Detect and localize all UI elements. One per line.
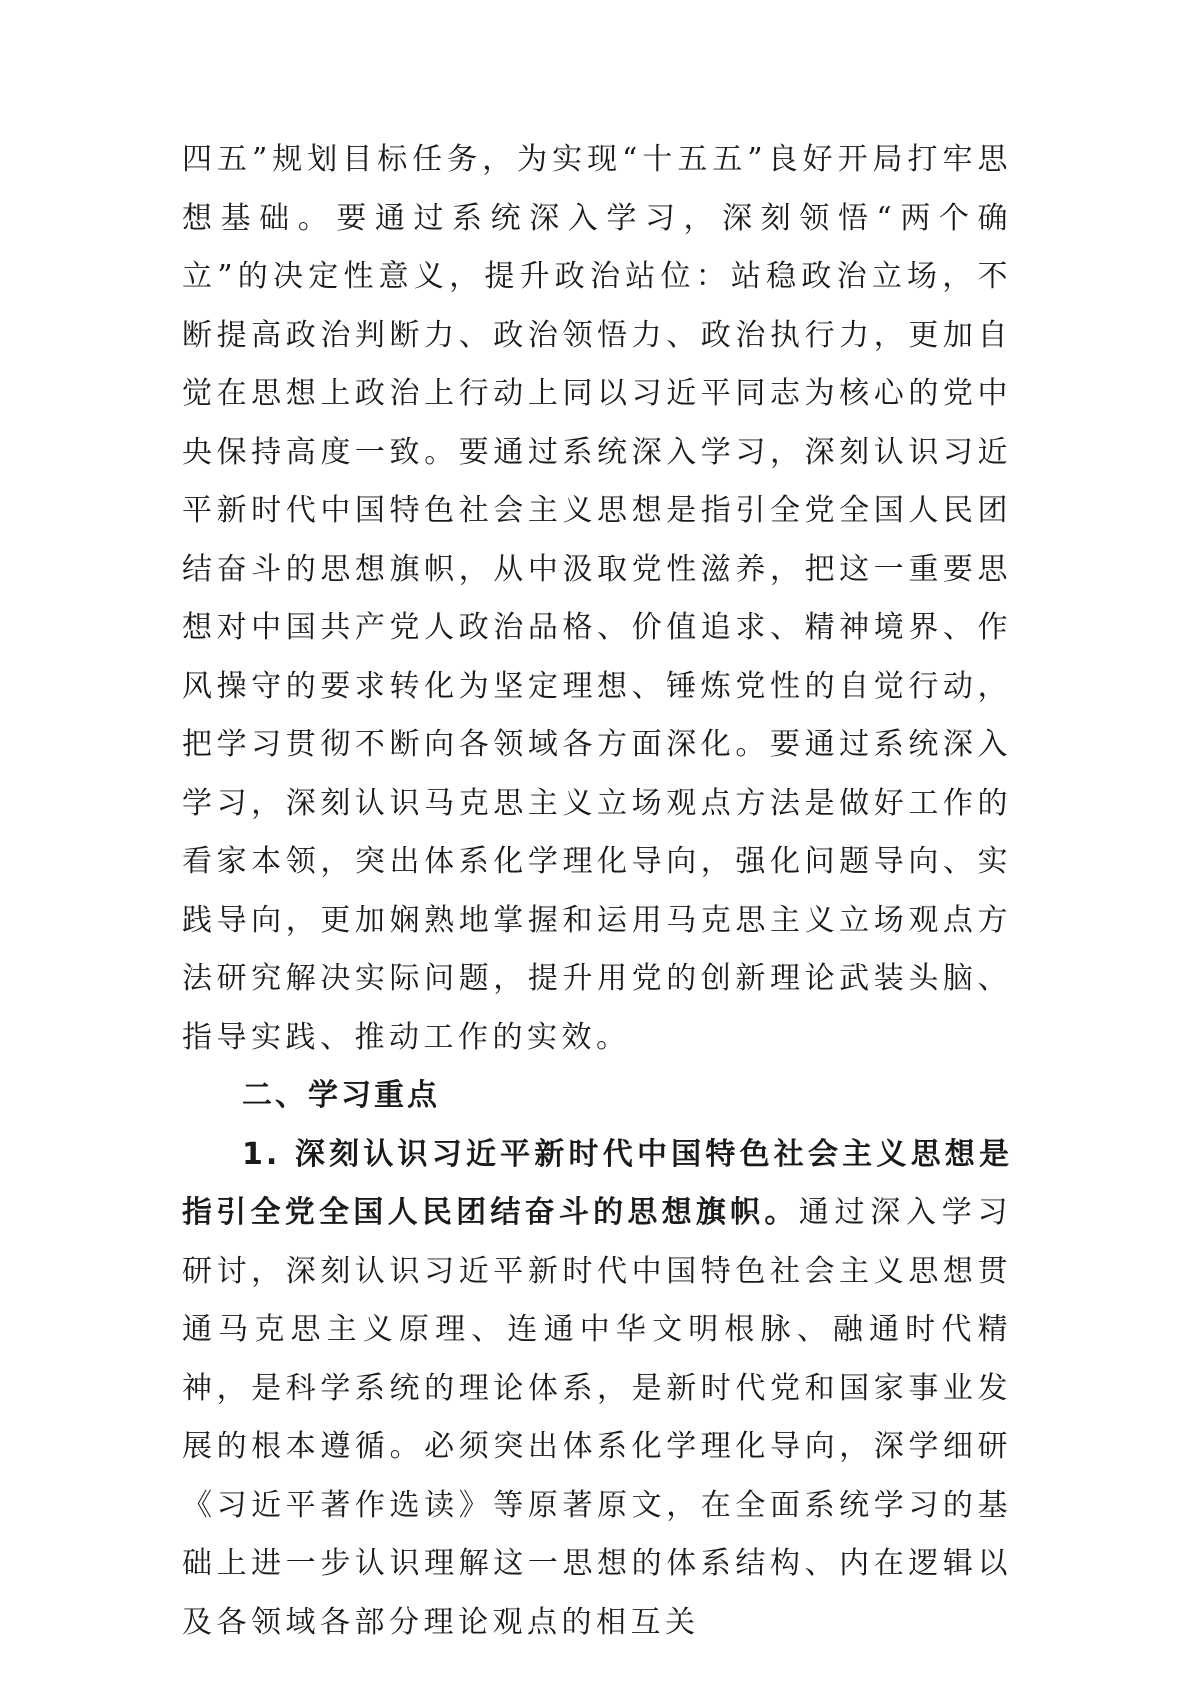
point-1-number: 1.: [242, 1136, 295, 1172]
document-body: [182, 131, 1012, 1652]
continuation-paragraph: 四五”规划目标任务，为实现“十五五”良好开局打牢思想基础。要通过系统深入学习，深刻领悟“两个确立”的决定性意义，提升政治站位：站稳政治立场，不断提高政治判断力、政治领悟力、政治执行力，更加自觉在思想上政治上行动上同以习近平同志为核心的党中央保持高度一致。要通过系统深入学习，深刻认识习近平新时代中国特色社会主义思想是指引全党全国人民团结奋斗的思想旗帜，从中汲取党性滋养，把这一重要思想对中国共产党人政治品格、价值追求、精神境界、作风操守的要求转化为坚定理想、锤炼党性的自觉行动，把学习贯彻不断向各领域各方面深化。要通过系统深入学习，深刻认识马克思主义立场观点方法是做好工作的看家本领，突出体系化学理化导向，强化问题导向、实践导向，更加娴熟地掌握和运用马克思主义立场观点方法研究解决实际问题，提升用党的创新理论武装头脑、指导实践、推动工作的实效。: [182, 142, 1012, 1055]
section-heading: 二、学习重点: [242, 1078, 440, 1113]
point-1-paragraph: [182, 1126, 1012, 1653]
point-1-heading: 深刻认识习近平新时代中国特色社会主义思想是指引全党全国人民团结奋斗的思想旗帜。: [182, 1136, 1012, 1230]
point-1-body: 通过深入学习研讨，深刻认识习近平新时代中国特色社会主义思想贯通马克思主义原理、连通中华文明根脉、融通时代精神，是科学系统的理论体系，是新时代党和国家事业发展的根本遵循。必须突出体系化学理化导向，深学细研《习近平著作选读》等原著原文，在全面系统学习的基础上进一步认识理解这一思想的体系结构、内在逻辑以及各领域各部分理论观点的相互关: [182, 1195, 1013, 1640]
